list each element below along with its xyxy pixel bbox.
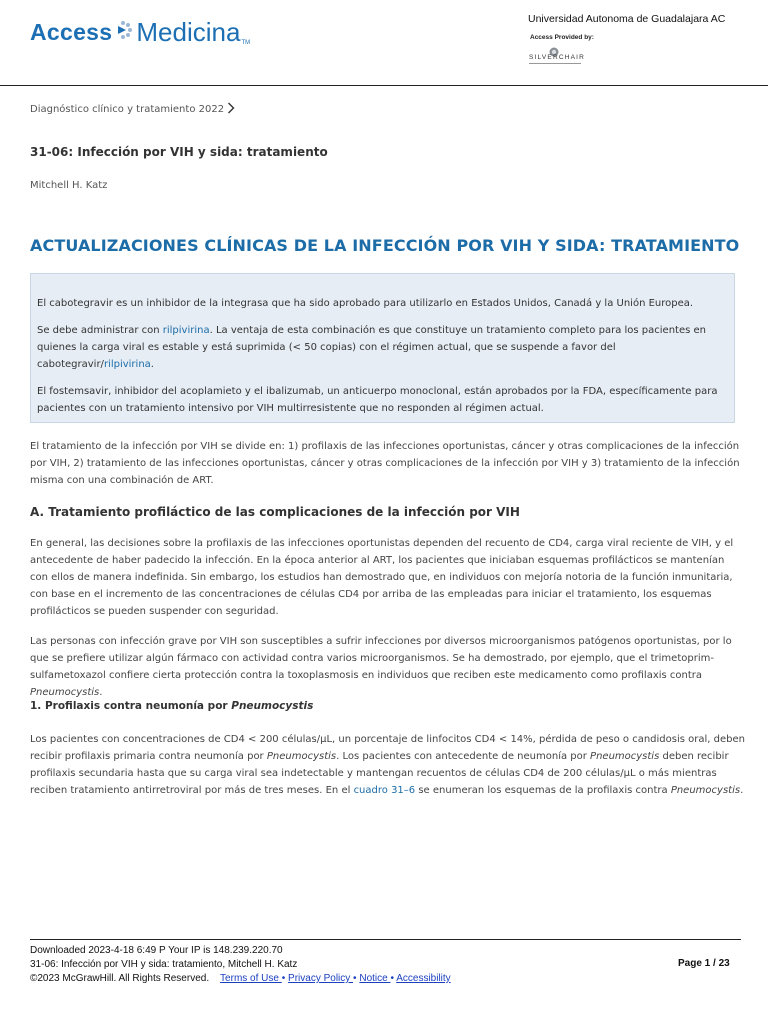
download-info: Downloaded 2023-4-18 6:49 P Your IP is 148.239.220.70: [30, 945, 283, 956]
paragraph-b: [30, 731, 745, 799]
breadcrumb[interactable]: [30, 102, 235, 117]
copyright: ©2023 McGrawHill. All Rights Reserved.: [30, 973, 210, 984]
rilpivirina-link-2[interactable]: rilpivirina: [103, 359, 151, 370]
paragraph-b-t4: se enumeran los esquemas de la profilaxis contra: [415, 785, 671, 796]
silverchair-divider: [529, 63, 581, 64]
footer-divider: [30, 939, 741, 940]
subsubheading-1-text: 1. Profilaxis contra neumonía por: [30, 700, 232, 712]
page-header: [0, 0, 768, 86]
logo-access-text: Access: [30, 18, 113, 45]
paragraph-b-t2: . Los pacientes con antecedente de neumonía por: [336, 751, 591, 762]
update-paragraph-3: El fostemsavir, inhibidor del acoplamieto y el ibalizumab, un anticuerpo monoclonal, están aprobados por la FDA, específicamente para pacientes con un tratamiento intensivo por VIH multirresistente que no responden al régimen actual.: [37, 386, 718, 414]
citation: 31-06: Infección por VIH y sida: tratamiento, Mitchell H. Katz: [30, 959, 298, 970]
paragraph-a2-italic: Pneumocystis: [30, 687, 100, 698]
section-heading: ACTUALIZACIONES CLÍNICAS DE LA INFECCIÓN POR VIH Y SIDA: TRATAMIENTO: [30, 236, 740, 255]
paragraph-a1: En general, las decisiones sobre la profilaxis de las infecciones oportunistas dependen del recuento de CD4, carga viral reciente de VIH, y el antecedente de haber padecido la infección. En la época anterior al ART, los pacientes que iniciaban esquemas profilácticos se mantenían con ellos de manera indefinida. Sin embargo, los estudios han demostrado que, en individuos con mejoría notoria de la función inmunitaria, con base en el incremento de las concentraciones de células CD4 por arriba de las empleadas para iniciar el tratamiento, los esquemas profilácticos se pueden suspender con seguridad.: [30, 538, 734, 617]
paragraph-a2-text: Las personas con infección grave por VIH son susceptibles a sufrir infecciones por diversos microorganismos patógenos oportunistas, por lo que se prefiere utilizar algún fármaco con actividad contra varios microorganismos. Se ha demostrado, por ejemplo, que el trimetoprim-sulfametoxazol confiere cierta protección contra la toxoplasmosis en individuos que reciben este medicamento como profilaxis contra: [30, 636, 732, 681]
paragraph-b-i2: Pneumocystis: [590, 751, 660, 762]
subheading-a: A. Tratamiento profiláctico de las complicaciones de la infección por VIH: [30, 505, 520, 519]
separator-bullet: •: [390, 973, 394, 984]
logo-trademark: TM: [241, 40, 251, 46]
clinical-update-box: [30, 273, 735, 423]
rilpivirina-link[interactable]: rilpivirina: [162, 325, 210, 336]
paragraph-a2-end: .: [99, 687, 103, 698]
paragraph-b-t3: deben recibir profilaxis secundaria hasta que su carga viral sea indetectable y mantengan recuentos de células CD4 de 200 células/µL o más mientras reciben tratamiento antirretroviral por más de tres meses. En el: [30, 751, 729, 796]
separator-bullet: •: [281, 973, 286, 984]
page-footer: [30, 944, 451, 986]
silverchair-logo: SILVERCHAIR: [529, 54, 586, 61]
separator-bullet: •: [353, 973, 357, 984]
subsubheading-1-italic: Pneumocystis: [231, 700, 314, 712]
chapter-title: 31-06: Infección por VIH y sida: tratamiento: [30, 145, 328, 159]
paragraph-b-t5: .: [740, 785, 744, 796]
accessmedicina-logo[interactable]: [30, 12, 250, 52]
terms-of-use-link[interactable]: Terms of Use: [220, 973, 282, 984]
paragraph-a2: [30, 633, 745, 701]
breadcrumb-book[interactable]: Diagnóstico clínico y tratamiento 2022: [30, 104, 225, 115]
institution-name: Universidad Autonoma de Guadalajara AC: [528, 13, 726, 25]
update-paragraph-1: El cabotegravir es un inhibidor de la integrasa que ha sido aprobado para utilizarlo en Estados Unidos, Canadá y la Unión Europea.: [37, 298, 694, 309]
update-paragraph-2: [37, 322, 727, 373]
cuadro-31-6-link[interactable]: cuadro 31–6: [353, 785, 416, 796]
author: Mitchell H. Katz: [30, 180, 108, 191]
intro-paragraph: El tratamiento de la infección por VIH se divide en: 1) profilaxis de las infecciones oportunistas, cáncer y otras complicaciones de la infección por VIH, 2) tratamiento de las infecciones oportunistas, cáncer y otras complicaciones de la infección por VIH y 3) tratamiento de la infección misma con una combinación de ART.: [30, 441, 740, 486]
chevron-right-icon: [227, 102, 235, 117]
access-provided-label: Access Provided by:: [530, 34, 594, 41]
privacy-policy-link[interactable]: Privacy Policy: [288, 973, 354, 984]
notice-link[interactable]: Notice: [359, 973, 391, 984]
logo-arrow-icon: [114, 17, 134, 47]
subsubheading-1: [30, 700, 313, 712]
update-p2-text-a: Se debe administrar con: [37, 325, 163, 336]
logo-medicina-text: Medicina: [136, 16, 241, 47]
update-p2-text-b: . La ventaja de esta combinación es que constituye un tratamiento completo para los pacientes en quienes la carga viral es estable y está suprimida (< 50 copias) con el régimen actual, que se suspende a favor del cabotegravir/: [37, 325, 706, 370]
accessibility-link[interactable]: Accessibility: [396, 973, 451, 984]
page-number: Page 1 / 23: [678, 958, 730, 969]
paragraph-b-i1: Pneumocystis: [266, 751, 337, 762]
paragraph-b-t1: Los pacientes con concentraciones de CD4 < 200 células/µL, un porcentaje de linfocitos CD4 < 14%, pérdida de peso o candidosis oral, deben recibir profilaxis primaria contra neumonía por: [30, 734, 745, 762]
footer-legal: [30, 972, 451, 986]
paragraph-b-i3: Pneumocystis: [670, 785, 741, 796]
update-p2-text-c: .: [150, 359, 154, 370]
